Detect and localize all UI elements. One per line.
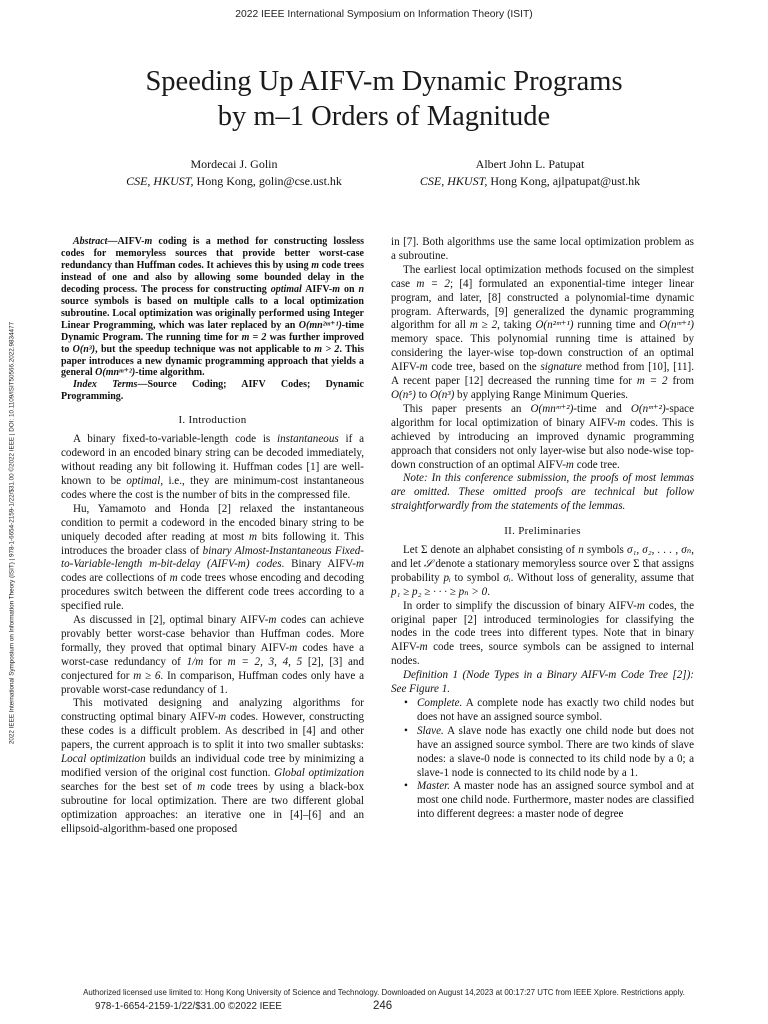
- author-name: Albert John L. Patupat: [475, 157, 585, 171]
- list-item: • Master. A master node has an assigned source symbol and at most one child node. Furthermore, master nodes are classified into different degrees: a master node of degree: [417, 780, 694, 822]
- conference-header: 2022 IEEE International Symposium on Information Theory (ISIT): [235, 9, 533, 20]
- page-number: 246: [373, 1000, 393, 1012]
- list-item: • Complete. A complete node has exactly two child nodes but does not have an assigned source symbol.: [417, 697, 694, 725]
- paragraph: A binary fixed-to-variable-length code is instantaneous if a codeword in an encoded binary string can be decoded immediately, without reading any bit following it. Huffman codes [1] are well-known to be optimal, i.e., they are minimum-cost instantaneous codes where the cost is the number of bits in the compressed file.: [61, 433, 364, 501]
- abstract: Abstract—AIFV-m coding is a method for constructing lossless codes for memoryless sources that provide better worst-case redundancy than Huffman codes. It achieves this by using m code trees instead of one and also by allowing some bounded delay in the decoding process. The process for constructing optimal AIFV-m on n source symbols is based on multiple calls to a local optimization subroutine. Local optimization was originally performed using Integer Linear Programming, which was later replaced by an O(mn²ᵐ⁺¹)-time Dynamic Program. The running time for m = 2 was further improved to O(n³), but the speedup technique was not applicable to m > 2. This paper introduces a new dynamic programming approach that yields a general O(mnᵐ⁺²)-time algorithm.: [61, 236, 364, 379]
- sidebar-citation: 2022 IEEE International Symposium on Information Theory (ISIT) | 978-1-6654-2159-1/22/$31.00 ©2022 IEEE | DOI: 10.1109/ISIT50566.2022.9834477: [8, 321, 16, 745]
- author-affiliation: CSE, HKUST, Hong Kong, ajlpatupat@ust.hk: [419, 174, 641, 188]
- list-item: • Slave. A slave node has exactly one child node but does not have an assigned source symbol. There are two kinds of slave nodes: a slave-0 node is connected to its child node by a 0; a slave-1 node is connected to its child node by a 1.: [417, 725, 694, 781]
- author-affiliation: CSE, HKUST, Hong Kong, golin@cse.ust.hk: [126, 174, 342, 188]
- title-line-2: by m–1 Orders of Magnitude: [217, 101, 551, 132]
- author-block-1: [84, 156, 384, 190]
- author-block-2: [380, 156, 680, 190]
- right-column: [391, 236, 694, 822]
- paragraph: The earliest local optimization methods focused on the simplest case m = 2; [4] formulated an exponential-time integer linear program, and later, [8] constructed a polynomial-time dynamic program. Afterwards, [9] generalized the dynamic programming algorithm for all m ≥ 2, taking O(n²ᵐ⁺¹) running time and O(nᵐ⁺¹) memory space. This polynomial running time is attained by considering the layer-wise top-down construction of an optimal AIFV-m code tree, based on the signature method from [10], [11]. A recent paper [12] decreased the running time for m = 2 from O(n⁵) to O(n³) by applying Range Minimum Queries.: [391, 263, 695, 401]
- title-line-1: Speeding Up AIFV-m Dynamic Programs: [145, 66, 623, 97]
- paragraph: In order to simplify the discussion of binary AIFV-m codes, the original paper [2] introduced terminologies for classifying the nodes in the code trees into different types. Note that in binary AIFV-m code trees, source symbols can be assigned to internal nodes.: [391, 599, 694, 668]
- license-footer: Authorized licensed use limited to: Hong Kong University of Science and Technology. Downloaded on August 14,2023 at 00:17:27 UTC from IEEE Xplore. Restrictions apply.: [83, 988, 685, 997]
- definition: Definition 1 (Node Types in a Binary AIFV-m Code Tree [2]): See Figure 1.: [391, 669, 694, 696]
- section-heading: I. Introduction: [178, 414, 247, 427]
- section-heading: II. Preliminaries: [504, 525, 581, 538]
- paragraph: in [7]. Both algorithms use the same local optimization problem as a subroutine.: [391, 236, 694, 262]
- note-paragraph: Note: In this conference submission, the proofs of most lemmas are omitted. These omitted proofs are technical but follow straightforwardly from the statements of the lemmas.: [391, 472, 694, 513]
- node-type-list: [391, 697, 694, 822]
- paragraph: This motivated designing and analyzing algorithms for constructing optimal binary AIFV-m codes. However, constructing these codes is a difficult problem. As described in [4] and other papers, the current approach is to split it into two smaller subtasks: Local optimization builds an individual code tree by minimizing a modified version of the original cost function. Global optimization searches for the best set of m code trees by using a black-box subroutine for local optimization. There are two different global optimization approaches: an iterative one in [4]–[6] and an ellipsoid-algorithm-based one proposed: [61, 697, 364, 835]
- paragraph: As discussed in [2], optimal binary AIFV-m codes can achieve provably better worst-case behavior than Huffman codes. More formally, they proved that optimal binary AIFV-m codes have a worst-case redundancy of 1/m for m = 2, 3, 4, 5 [2], [3] and conjectured for m ≥ 6. In comparison, Huffman codes only have a provable worst-case redundancy of 1.: [61, 614, 365, 696]
- paragraph: Let Σ denote an alphabet consisting of n symbols σ₁, σ₂, . . . , σₙ, and let 𝒮 denote a stationary memoryless source over Σ that assigns probability pᵢ to symbol σᵢ. Without loss of generality, assume that p₁ ≥ p₂ ≥ · · · ≥ pₙ > 0.: [391, 544, 694, 598]
- paper-title: [0, 64, 768, 134]
- author-name: Mordecai J. Golin: [190, 157, 278, 171]
- paragraph: Hu, Yamamoto and Honda [2] relaxed the instantaneous condition to permit a codeword in the encoded binary string to be uniquely decoded after reading at most m bits following it. This introduces the broader class of binary Almost-Instantaneous Fixed-to-Variable-length m-bit-delay (AIFV-m) codes. Binary AIFV-m codes are collections of m code trees whose encoding and decoding procedures switch between the different code trees according to a specified rule.: [61, 502, 364, 613]
- paragraph: This paper presents an O(mnᵐ⁺²)-time and O(nᵐ⁺²)-space algorithm for local optimization of binary AIFV-m codes. This is achieved by introducing an improved dynamic programming approach that considers not only layer-wise but also node-wise top-down construction of an optimal AIFV-m code tree.: [391, 402, 694, 471]
- isbn-footer: 978-1-6654-2159-1/22/$31.00 ©2022 IEEE: [95, 1001, 282, 1012]
- left-column: [61, 236, 364, 837]
- index-terms: Index Terms—Source Coding; AIFV Codes; Dynamic Programming.: [61, 379, 364, 403]
